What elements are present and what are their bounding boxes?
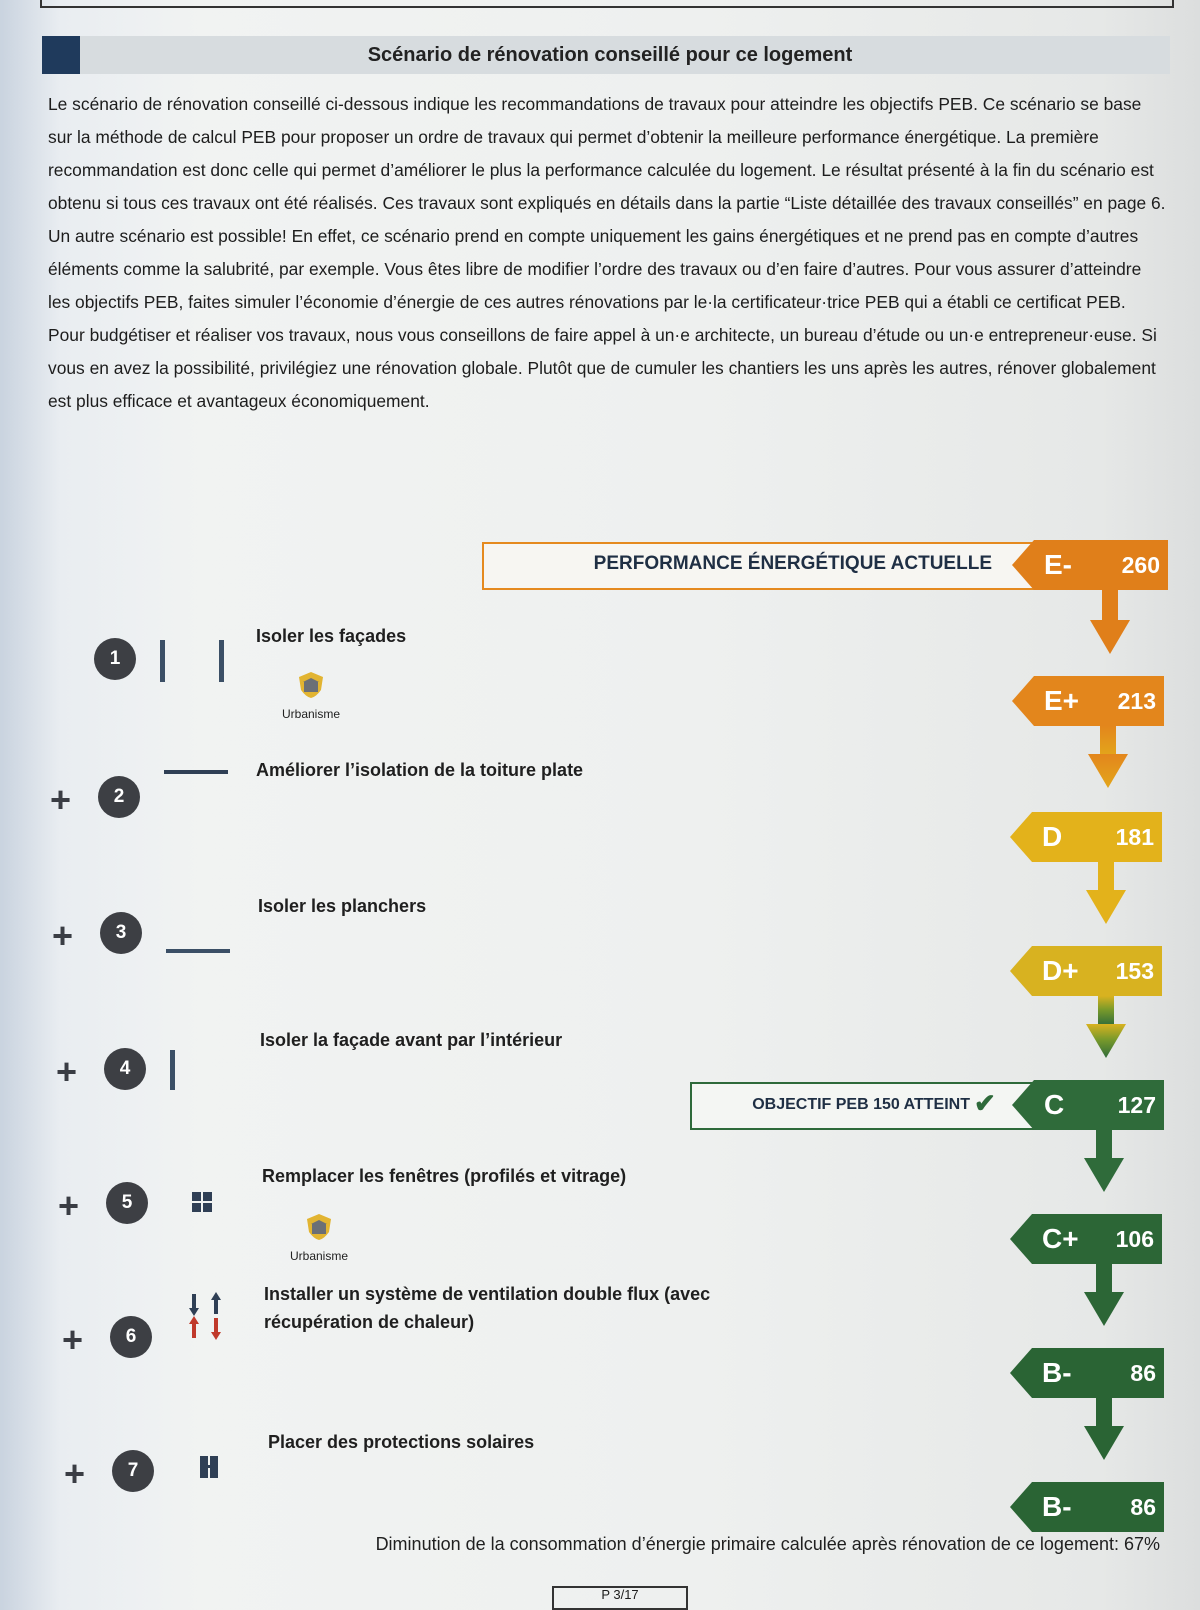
step-number: 4 xyxy=(104,1048,146,1090)
plus-icon: + xyxy=(58,1185,80,1226)
energy-class: D xyxy=(1042,821,1063,852)
step-title: Isoler les planchers xyxy=(258,896,427,916)
energy-label-4 xyxy=(1012,1080,1164,1130)
urbanisme-label: Urbanisme xyxy=(289,1249,349,1263)
energy-label-5 xyxy=(1010,1214,1162,1264)
down-arrow-icon xyxy=(1082,1130,1126,1192)
check-icon: ✔ xyxy=(974,1088,996,1118)
down-arrow-icon xyxy=(1082,1264,1126,1326)
plus-icon: + xyxy=(52,915,74,956)
intro-paragraph-2: Un autre scénario est possible! En effet, ce scénario prend en compte uniquement les gains énergétiques et ne prend pas en compte d’autres éléments comme la salubrité, par exemple. Vous êtes libre de modifier l’ordre des travaux ou d’en faire d’autres. Pour vous assurer d’atteindre les objectifs PEB, faites simuler l’économie d’énergie de ces autres rénovations par le·la certificateur·trice PEB qui a établi ce certificat PEB. xyxy=(48,226,1142,312)
step-number: 5 xyxy=(106,1182,148,1224)
plus-icon: + xyxy=(64,1453,86,1494)
plus-icon: + xyxy=(56,1051,78,1092)
intro-paragraph-3: Pour budgétiser et réaliser vos travaux, nous vous conseillons de faire appel à un·e architecte, un bureau d’étude ou un·e entrepreneur·euse. Si vous en avez la possibilité, privilégiez une rénovation globale. Plutôt que de cumuler les chantiers les uns après les autres, rénover globalement est plus efficace et avantageux économiquement. xyxy=(48,325,1157,411)
interior-wall-icon xyxy=(168,1048,178,1092)
step-number: 7 xyxy=(112,1450,154,1492)
down-arrow-icon xyxy=(1084,996,1128,1058)
energy-label-3 xyxy=(1010,946,1162,996)
flat-roof-icon xyxy=(164,766,228,778)
window-icon xyxy=(192,1192,214,1214)
energy-label-2 xyxy=(1010,812,1162,862)
step-number: 3 xyxy=(100,912,142,954)
energy-class: C+ xyxy=(1042,1223,1079,1254)
step-title: Remplacer les fenêtres (profilés et vitrage) xyxy=(262,1166,627,1186)
energy-value: 86 xyxy=(1130,1360,1156,1386)
energy-value: 153 xyxy=(1115,958,1154,984)
intro-paragraph-1: Le scénario de rénovation conseillé ci-dessous indique les recommandations de travaux pour atteindre les objectifs PEB. Ce scénario se base sur la méthode de calcul PEB pour proposer un ordre de travaux qui permet d’obtenir la meilleure performance énergétique. La première recommandation est donc celle qui permet d’améliorer le plus la performance calculée du logement. Le résultat présenté à la fin du scénario est obtenu si tous ces travaux ont été réalisés. Ces travaux sont expliqués en détails dans la partie “Liste détaillée des travaux conseillés” en page 6. xyxy=(48,94,1166,213)
floor-icon xyxy=(166,946,230,956)
urbanisme-badge xyxy=(266,670,356,721)
energy-value: 86 xyxy=(1130,1494,1156,1520)
current-performance-label: PERFORMANCE ÉNERGÉTIQUE ACTUELLE xyxy=(593,553,992,574)
down-arrow-icon xyxy=(1088,590,1132,654)
energy-value: 213 xyxy=(1117,688,1156,714)
step-title: Améliorer l’isolation de la toiture plate xyxy=(256,760,584,780)
energy-value: 260 xyxy=(1121,552,1160,578)
sun-protection-icon xyxy=(200,1456,220,1478)
energy-class: B- xyxy=(1042,1357,1072,1388)
energy-class: C xyxy=(1044,1089,1065,1120)
step-title: Placer des protections solaires xyxy=(268,1432,535,1452)
step-number: 6 xyxy=(110,1316,152,1358)
ventilation-icon xyxy=(186,1292,226,1340)
energy-class: E- xyxy=(1044,549,1072,580)
urbanisme-badge xyxy=(274,1212,364,1263)
plus-icon: + xyxy=(62,1319,84,1360)
energy-value: 127 xyxy=(1117,1092,1156,1118)
energy-class: D+ xyxy=(1042,955,1079,986)
step-number: 2 xyxy=(98,776,140,818)
top-frame-line xyxy=(40,0,1174,8)
step-title: Isoler les façades xyxy=(256,626,407,646)
wall-insulation-icon xyxy=(158,638,226,684)
plus-icon: + xyxy=(50,779,72,820)
energy-value: 181 xyxy=(1115,824,1154,850)
result-summary: Diminution de la consommation d’énergie primaire calculée après rénovation de ce logement: 67% xyxy=(375,1534,1160,1554)
section-title: Scénario de rénovation conseillé pour ce logement xyxy=(367,44,853,66)
energy-class: E+ xyxy=(1044,685,1080,716)
energy-class: B- xyxy=(1042,1491,1072,1522)
down-arrow-icon xyxy=(1084,862,1128,924)
energy-label-7 xyxy=(1010,1482,1164,1532)
energy-value: 106 xyxy=(1115,1226,1154,1252)
urbanisme-icon xyxy=(296,670,326,700)
energy-label-1 xyxy=(1012,676,1164,726)
urbanisme-label: Urbanisme xyxy=(281,707,341,721)
energy-label-0 xyxy=(1012,540,1168,590)
step-title: Installer un système de ventilation double flux (avec récupération de chaleur) xyxy=(264,1284,711,1332)
page-number: P 3/17 xyxy=(552,1586,688,1610)
down-arrow-icon xyxy=(1082,1398,1126,1460)
intro-text xyxy=(48,88,1168,418)
section-marker xyxy=(42,36,80,74)
step-title: Isoler la façade avant par l’intérieur xyxy=(260,1030,563,1050)
down-arrow-icon xyxy=(1086,726,1130,788)
energy-label-6 xyxy=(1010,1348,1164,1398)
step-number: 1 xyxy=(94,638,136,680)
urbanisme-icon xyxy=(304,1212,334,1242)
objective-label: OBJECTIF PEB 150 ATTEINT xyxy=(752,1096,970,1113)
